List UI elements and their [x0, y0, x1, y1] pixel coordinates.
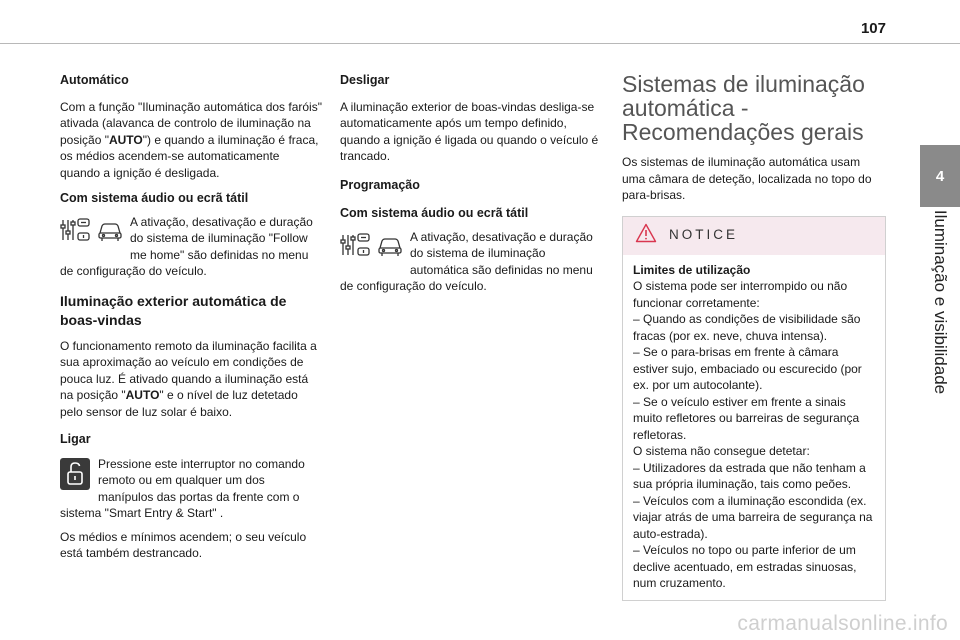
paragraph-welcome-lighting: O funcionamento remoto da iluminação facilita a sua aproximação ao veículo em condições de pouca luz. É ativado quando a iluminação está na posição "AUTO" e o nível de luz detetado pelo sensor de luz solar é baixo. — [60, 338, 317, 419]
unlock-key-icon — [60, 458, 90, 495]
notice-header — [623, 217, 885, 255]
notice-line: – Veículos no topo ou parte inferior de um declive acentuado, em estradas sinuosas, num cruzamento. — [633, 543, 857, 590]
notice-line: – Se o veículo estiver em frente a sinais muito refletores ou barreiras de segurança refletoras. — [633, 394, 860, 442]
settings-menu-icon — [60, 216, 92, 249]
settings-menu-icon — [340, 231, 372, 264]
paragraph-audio-config-2: A ativação, desativação e duração do sistema de iluminação automática são definidas no menu de configuração do veículo. — [340, 229, 593, 293]
notice-line: Limites de utilização — [633, 262, 751, 277]
car-icon — [376, 231, 404, 264]
notice-line: – Utilizadores da estrada que não tenham a sua própria iluminação, tais como peões. — [633, 460, 866, 491]
paragraph-intro: Os sistemas de iluminação automática usam uma câmara de deteção, localizada no topo do para-brisas. — [622, 155, 872, 202]
heading-automatic: Automático — [60, 73, 129, 87]
paragraph-audio-config: A ativação, desativação e duração do sistema de iluminação "Follow me home" são definidas no menu de configuração do veículo. — [60, 214, 313, 278]
paragraph-switch-on: Pressione este interruptor no comando remoto ou em qualquer um dos manípulos das portas da frente com o sistema "Smart Entry & Start" . — [60, 456, 305, 520]
watermark: carmanualsonline.info — [737, 612, 948, 635]
chapter-title: Iluminação e visibilidade — [931, 209, 950, 395]
heading-programming: Programação — [340, 177, 420, 192]
warning-icon — [635, 223, 657, 248]
paragraph-automatic: Com a função "Iluminação automática dos faróis" ativada (alavanca de controlo de iluminação na posição "AUTO") e quando a iluminação é fraca, os médios acendem-se automaticamente quando a ignição é desligada. — [60, 99, 322, 180]
heading-welcome-lighting: Iluminação exterior automática de boas-vindas — [60, 292, 287, 328]
page-number: 107 — [860, 20, 886, 37]
notice-label: NOTICE — [669, 227, 739, 243]
column-left — [60, 72, 322, 569]
heading-switch-on: Ligar — [60, 432, 91, 446]
notice-box — [622, 216, 886, 601]
notice-line: – Quando as condições de visibilidade são fracas (por ex. neve, chuva intensa). — [633, 312, 861, 343]
notice-body — [623, 255, 885, 600]
chapter-tab — [920, 145, 960, 207]
notice-line: O sistema não consegue detetar: — [633, 444, 810, 458]
notice-line: – Se o para-brisas em frente à câmara estiver sujo, embaciado ou escurecido (por ex. por um autocolante). — [633, 345, 862, 392]
section-title: Sistemas de iluminação automática - Recomendações gerais — [622, 71, 865, 145]
heading-switch-off: Desligar — [340, 73, 390, 87]
heading-audio-system-2: Com sistema áudio ou ecrã tátil — [340, 206, 529, 220]
paragraph-switch-on-result: Os médios e mínimos acendem; o seu veículo está também destrancado. — [60, 529, 307, 560]
car-icon — [96, 216, 124, 249]
notice-line: – Veículos com a iluminação escondida (ex. viajar atrás de uma barreira de segurança na auto-estrada). — [633, 493, 873, 541]
heading-audio-system: Com sistema áudio ou ecrã tátil — [60, 191, 249, 205]
column-right — [622, 72, 886, 601]
column-middle — [340, 72, 602, 302]
header-divider — [0, 43, 960, 44]
paragraph-switch-off: A iluminação exterior de boas-vindas desliga-se automaticamente após um tempo definido, quando a ignição é ligada ou quando o veículo é trancado. — [340, 99, 599, 163]
chapter-number: 4 — [935, 167, 945, 185]
notice-line: O sistema pode ser interrompido ou não funcionar corretamente: — [633, 279, 848, 310]
